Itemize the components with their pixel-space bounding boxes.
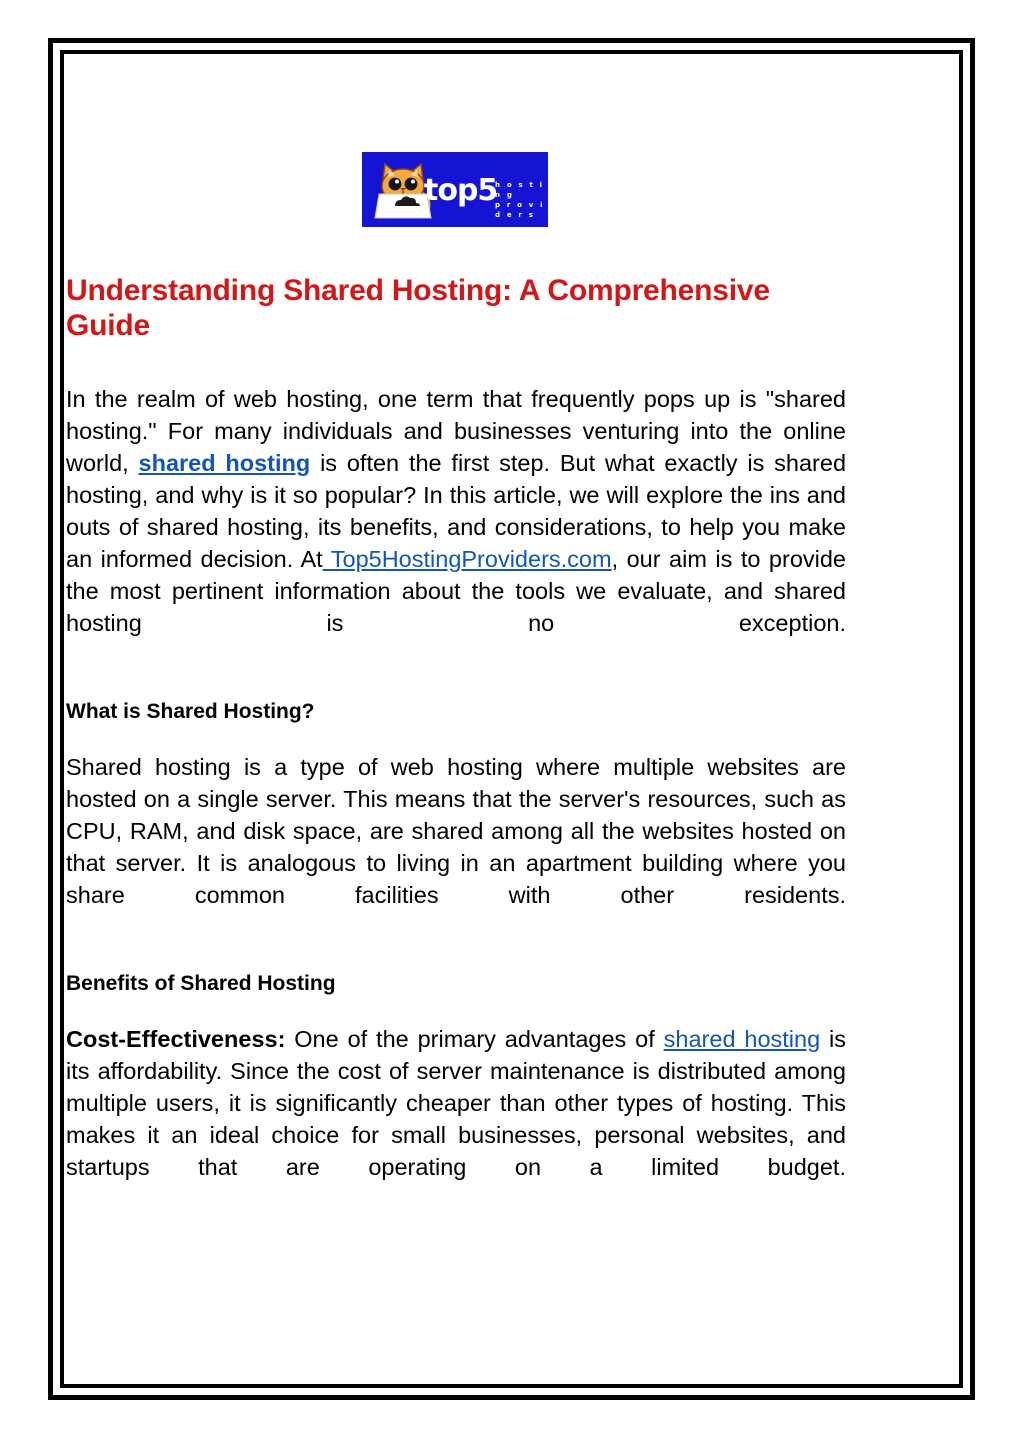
intro-text-part3: , our aim is to provide the most pertinent information about the tools we evaluate, and shared hosting is no exception. — [66, 546, 847, 636]
top5-hosting-providers-logo — [362, 152, 548, 227]
cost-effectiveness-paragraph — [66, 1023, 846, 1215]
heading-what-is-shared-hosting: What is Shared Hosting? — [66, 700, 315, 723]
top5hostingproviders-link[interactable]: Top5HostingProviders.com — [322, 546, 612, 572]
logo-row — [66, 152, 846, 227]
benefits-text-part2: is its affordability. Since the cost of server maintenance is distributed among multiple users, it is significantly cheaper than other types of hosting. This makes it an ideal choice for small businesses, personal websites, and startups that are operating on a limited budget. — [66, 1026, 847, 1180]
heading-benefits-of-shared-hosting: Benefits of Shared Hosting — [66, 972, 336, 995]
page-title: Understanding Shared Hosting: A Comprehensive Guide — [66, 274, 770, 342]
cost-effectiveness-label: Cost-Effectiveness: — [66, 1026, 286, 1052]
benefits-text-part1: One of the primary advantages of — [285, 1026, 664, 1052]
logo-tagline — [495, 180, 548, 220]
intro-text-part2: is often the first step. But what exactly is shared hosting, and why is it so popular? In this article, we will explore the ins and outs of shared hosting, its benefits, and considerations, to help you make an informed decision. At — [66, 450, 847, 572]
intro-paragraph — [66, 383, 846, 671]
shared-hosting-link-primary[interactable]: shared hosting — [138, 450, 311, 476]
logo-tagline-line1: h o s t i n g — [495, 181, 545, 199]
intro-text-part1: In the realm of web hosting, one term that frequently pops up is "shared hosting." For many individuals and businesses venturing into the online world, — [66, 386, 846, 476]
logo-brand-text: top5 — [424, 173, 498, 208]
document-content — [66, 152, 846, 1215]
shared-hosting-link-secondary[interactable]: shared hosting — [663, 1026, 821, 1052]
logo-tagline-line2: p r o v i d e r s — [495, 201, 545, 219]
what-is-shared-hosting-paragraph: Shared hosting is a type of web hosting where multiple websites are hosted on a single server. This means that the server's resources, such as CPU, RAM, and disk space, are shared among all the websites hosted on that server. It is analogous to living in an apartment building where you share common facilities with other residents. — [66, 754, 846, 908]
